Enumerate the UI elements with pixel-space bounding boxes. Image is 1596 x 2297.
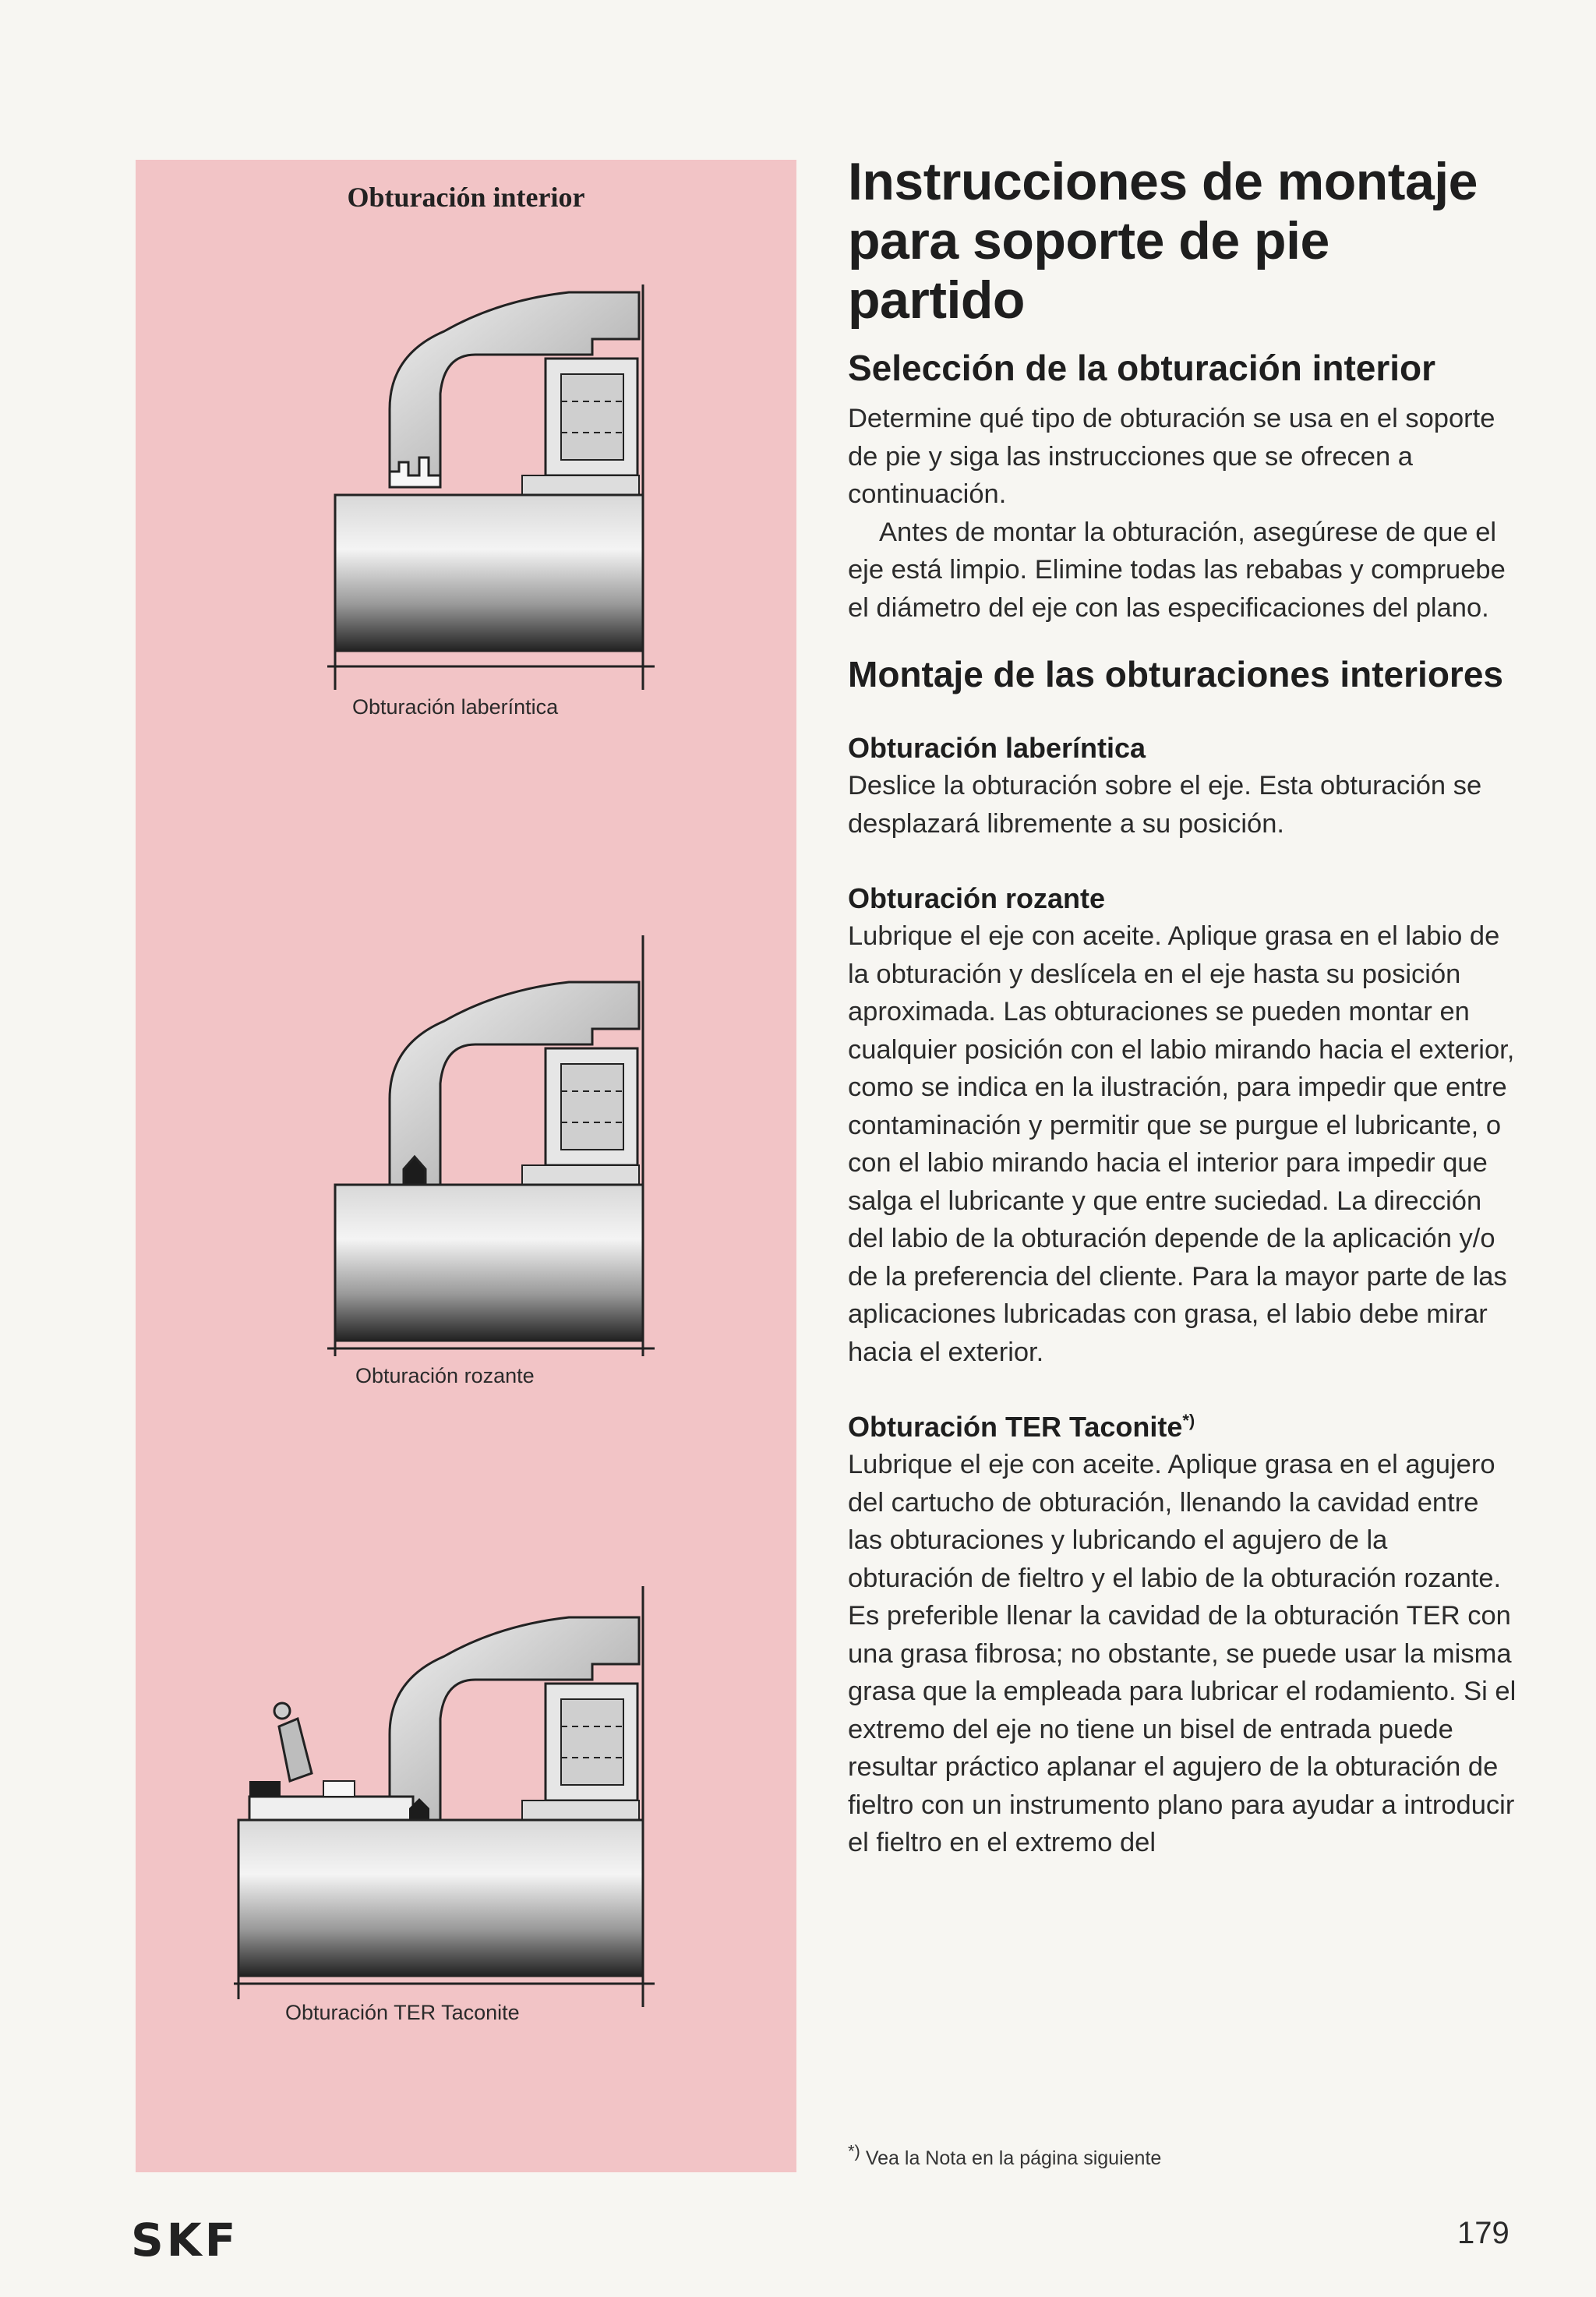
labyrinth-seal-drawing xyxy=(312,277,670,698)
caption-labyrinth-seal: Obturación laberíntica xyxy=(352,695,559,719)
page-number: 179 xyxy=(1457,2216,1509,2250)
subheading-contact-seal: Obturación rozante xyxy=(848,882,1106,914)
footnote-mark: *) xyxy=(848,2141,860,2161)
figure-labyrinth-seal xyxy=(312,277,670,698)
ter-taconite-seal-text: Lubrique el eje con aceite. Aplique grasa en el agujero del cartucho de obturación, llenando la cavidad entre las obturaciones y lubricando el agujero de la obturación de fieltro y el labio de la obturación rozante. Es preferible llenar la cavidad de la obturación TER con una grasa fibrosa; no obstante, se puede usar la misma grasa que la empleada para lubricar el rodamiento. Si el extremo del eje no tiene un bisel de entrada puede resultar práctico aplanar el agujero de la obturación de fieltro con un instrumento plano para ayudar a introducir el fieltro en el extremo del xyxy=(848,1450,1517,1857)
section-heading-seal-selection: Selección de la obturación interior xyxy=(848,348,1436,388)
figure-ter-taconite-seal xyxy=(234,1586,670,2007)
subheading-labyrinth-seal: Obturación laberíntica xyxy=(848,732,1146,764)
contact-seal-text: Lubrique el eje con aceite. Aplique grasa en el labio de la obturación y deslícela en el eje hasta su posición aproximada. Las obturaciones se pueden montar en cualquier posición con el labio mirando hacia el exterior, como se indica en la ilustración, para impedir que entre contaminación y permitir que se purgue el lubricante, o con el labio mirando hacia el interior para impedir que salga el lubricante y que entre suciedad. La dirección del labio de la obturación depende de la aplicación y/o de la preferencia del cliente. Para la mayor parte de las aplicaciones lubricadas con grasa, el labio debe mirar hacia el exterior. xyxy=(848,921,1515,1367)
ter-heading-footnote-mark: *) xyxy=(1182,1411,1195,1430)
footnote xyxy=(848,2141,1162,2170)
subheading-ter-taconite-seal xyxy=(848,1408,1518,1446)
caption-ter-taconite-seal: Obturación TER Taconite xyxy=(285,2001,520,2024)
footnote-text: Vea la Nota en la página siguiente xyxy=(865,2147,1162,2169)
ter-taconite-seal-drawing xyxy=(234,1586,670,2007)
article-column xyxy=(848,152,1518,1862)
contact-seal-drawing xyxy=(312,935,670,1356)
caption-contact-seal: Obturación rozante xyxy=(355,1364,535,1387)
skf-logo: SKF xyxy=(131,2214,239,2267)
figure-contact-seal xyxy=(312,935,670,1356)
ter-heading-text: Obturación TER Taconite xyxy=(848,1411,1183,1443)
labyrinth-seal-text: Deslice la obturación sobre el eje. Esta obturación se desplazará libremente a su posición. xyxy=(848,771,1482,839)
section1-paragraph-1: Determine qué tipo de obturación se usa en el soporte de pie y siga las instrucciones que se ofrecen a continuación. xyxy=(848,404,1495,509)
section-heading-seal-mounting: Montaje de las obturaciones interiores xyxy=(848,654,1503,694)
section1-paragraph-2: Antes de montar la obturación, asegúrese de que el eje está limpio. Elimine todas las rebabas y compruebe el diámetro del eje con las especificaciones del plano. xyxy=(848,517,1506,623)
page-title: Instrucciones de montaje para soporte de pie partido xyxy=(848,152,1478,330)
panel-title: Obturación interior xyxy=(347,182,585,213)
